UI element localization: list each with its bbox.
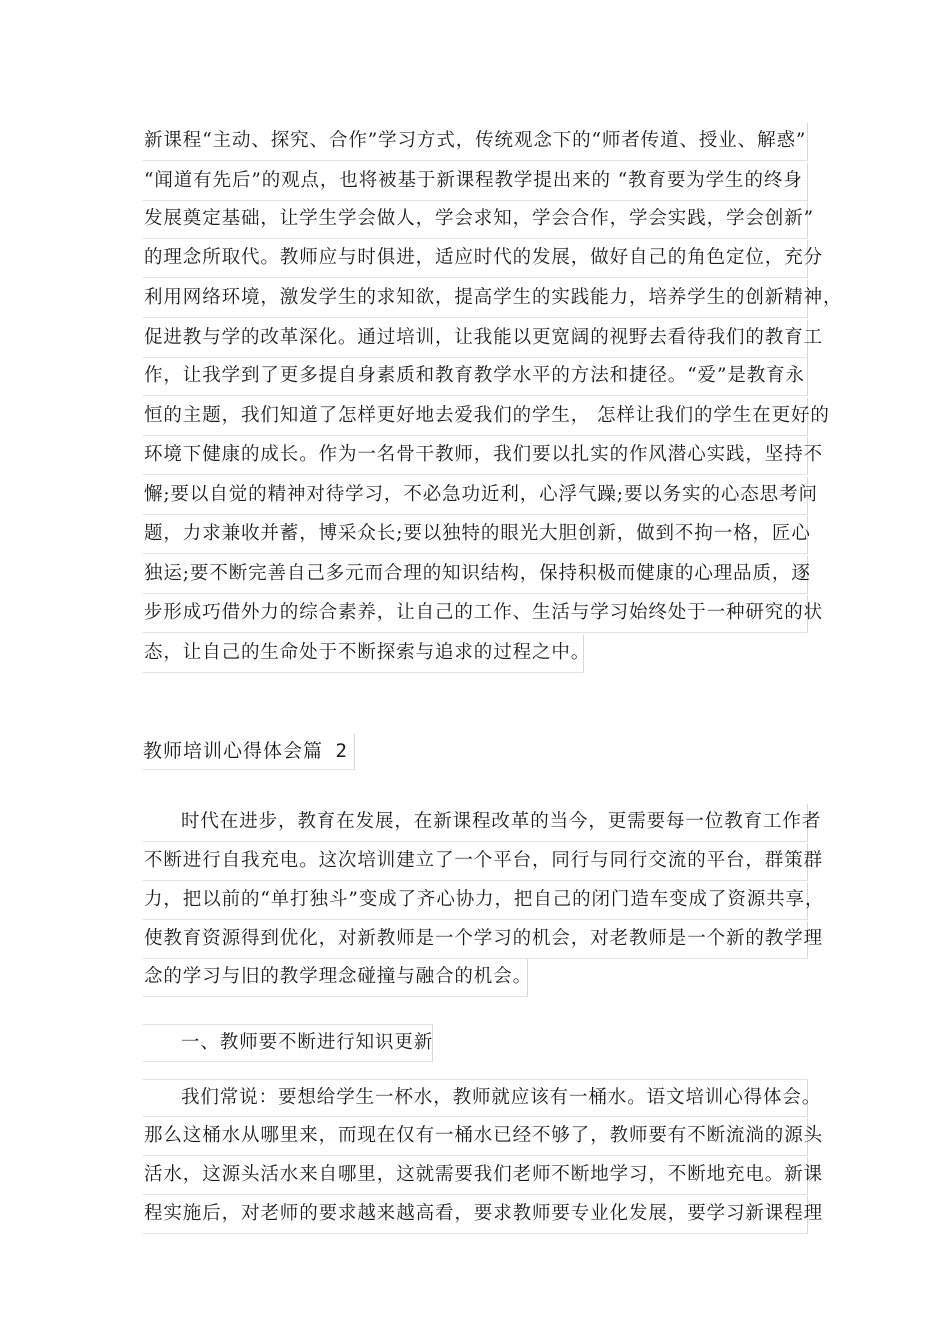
paragraph-line: 懈;要以自觉的精神对待学习，不必急功近利，心浮气躁;要以务实的心态思考问 [143,477,808,515]
paragraph-line: 作，让我学到了更多提自身素质和教育教学水平的方法和捷径。“爱”是教育永 [143,358,808,396]
paragraph-line: 促进教与学的改革深化。通过培训，让我能以更宽阔的视野去看待我们的教育工 [143,320,808,358]
paragraph-line: 利用网络环境，激发学生的求知欲，提高学生的实践能力，培养学生的创新精神， [143,280,808,318]
paragraph-line: 我们常说：要想给学生一杯水，教师就应该有一桶水。语文培训心得体会。 [143,1079,808,1117]
paragraph-line: 程实施后，对老师的要求越来越高看，要求教师要专业化发展，要学习新课程理 [143,1196,808,1234]
paragraph-line: 的理念所取代。教师应与时俱进，适应时代的发展，做好自己的角色定位，充分 [143,240,808,278]
paragraph-line: 念的学习与旧的教学理念碰撞与融合的机会。 [143,959,528,997]
subheading: 一、教师要不断进行知识更新 [143,1024,433,1062]
paragraph-line: 恒的主题，我们知道了怎样更好地去爱我们的学生， 怎样让我们的学生在更好的 [143,398,808,436]
paragraph-line: 新课程“主动、探究、合作”学习方式，传统观念下的“师者传道、授业、解惑” [143,123,808,161]
paragraph-line: “闻道有先后”的观点，也将被基于新课程教学提出来的 “教育要为学生的终身 [143,163,808,201]
paragraph-line: 步形成巧借外力的综合素养，让自己的工作、生活与学习始终处于一种研究的状 [143,595,808,633]
paragraph-line: 不断进行自我充电。这次培训建立了一个平台，同行与同行交流的平台，群策群 [143,843,808,881]
section-heading: 教师培训心得体会篇 2 [143,734,355,770]
paragraph-line: 独运;要不断完善自己多元而合理的知识结构，保持积极而健康的心理品质，逐 [143,556,808,594]
paragraph-line: 使教育资源得到优化，对新教师是一个学习的机会，对老教师是一个新的教学理 [143,921,808,959]
paragraph-line: 环境下健康的成长。作为一名骨干教师，我们要以扎实的作风潜心实践，坚持不 [143,437,808,475]
paragraph-line: 那么这桶水从哪里来，而现在仅有一桶水已经不够了，教师要有不断流淌的源头 [143,1118,808,1156]
paragraph-line: 发展奠定基础，让学生学会做人，学会求知，学会合作，学会实践，学会创新” [143,201,808,239]
paragraph-line: 题，力求兼收并蓄，博采众长;要以独特的眼光大胆创新，做到不拘一格，匠心 [143,516,808,554]
paragraph-line: 活水，这源头活水来自哪里，这就需要我们老师不断地学习，不断地充电。新课 [143,1157,808,1195]
paragraph-line: 态，让自己的生命处于不断探索与追求的过程之中。 [143,635,584,673]
paragraph-line: 时代在进步，教育在发展，在新课程改革的当今，更需要每一位教育工作者 [143,804,808,842]
paragraph-line: 力，把以前的“单打独斗”变成了齐心协力，把自己的闭门造车变成了资源共享， [143,882,808,920]
